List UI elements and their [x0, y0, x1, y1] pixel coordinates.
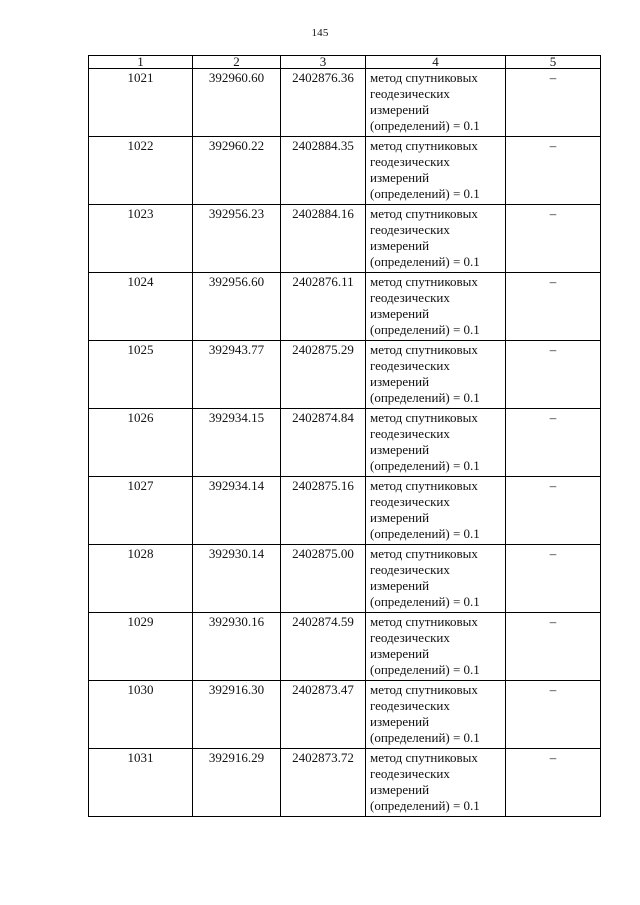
x-coordinate-cell: 392916.29	[193, 749, 281, 817]
method-line: метод спутниковых	[370, 546, 478, 561]
x-coordinate-cell: 392930.16	[193, 613, 281, 681]
method-cell	[366, 69, 506, 137]
method-line: геодезических	[370, 290, 450, 305]
method-line: (определений) = 0.1	[370, 186, 480, 201]
method-line: измерений	[370, 578, 430, 593]
method-line: измерений	[370, 374, 430, 389]
method-line: метод спутниковых	[370, 682, 478, 697]
method-line: геодезических	[370, 426, 450, 441]
method-cell	[366, 749, 506, 817]
method-line: геодезических	[370, 494, 450, 509]
y-coordinate-cell: 2402875.16	[281, 477, 366, 545]
column-header: 3	[281, 56, 366, 69]
note-cell: –	[506, 749, 601, 817]
method-line: измерений	[370, 102, 430, 117]
page-number: 145	[311, 27, 329, 39]
x-coordinate-cell: 392956.23	[193, 205, 281, 273]
method-line: (определений) = 0.1	[370, 458, 480, 473]
y-coordinate-cell: 2402874.59	[281, 613, 366, 681]
method-line: (определений) = 0.1	[370, 390, 480, 405]
header-row	[89, 56, 601, 69]
method-line: метод спутниковых	[370, 614, 478, 629]
note-cell: –	[506, 273, 601, 341]
point-number-cell: 1024	[89, 273, 193, 341]
method-line: геодезических	[370, 154, 450, 169]
method-line: геодезических	[370, 630, 450, 645]
point-number-cell: 1023	[89, 205, 193, 273]
method-line: геодезических	[370, 86, 450, 101]
note-cell: –	[506, 545, 601, 613]
table-row	[89, 341, 601, 409]
y-coordinate-cell: 2402873.47	[281, 681, 366, 749]
x-coordinate-cell: 392930.14	[193, 545, 281, 613]
table-row	[89, 273, 601, 341]
y-coordinate-cell: 2402884.16	[281, 205, 366, 273]
method-line: измерений	[370, 510, 430, 525]
table-row	[89, 477, 601, 545]
table-row	[89, 545, 601, 613]
column-header: 2	[193, 56, 281, 69]
table-body	[89, 69, 601, 817]
method-line: измерений	[370, 238, 430, 253]
method-line: измерений	[370, 442, 430, 457]
x-coordinate-cell: 392960.60	[193, 69, 281, 137]
method-cell	[366, 613, 506, 681]
method-line: метод спутниковых	[370, 206, 478, 221]
method-cell	[366, 273, 506, 341]
method-line: измерений	[370, 306, 430, 321]
x-coordinate-cell: 392916.30	[193, 681, 281, 749]
point-number-cell: 1028	[89, 545, 193, 613]
note-cell: –	[506, 681, 601, 749]
point-number-cell: 1026	[89, 409, 193, 477]
note-cell: –	[506, 69, 601, 137]
method-line: измерений	[370, 714, 430, 729]
method-line: (определений) = 0.1	[370, 594, 480, 609]
y-coordinate-cell: 2402876.11	[281, 273, 366, 341]
method-line: геодезических	[370, 562, 450, 577]
note-cell: –	[506, 477, 601, 545]
table-row	[89, 749, 601, 817]
point-number-cell: 1029	[89, 613, 193, 681]
method-line: (определений) = 0.1	[370, 662, 480, 677]
table-row	[89, 681, 601, 749]
method-line: метод спутниковых	[370, 342, 478, 357]
method-cell	[366, 681, 506, 749]
note-cell: –	[506, 205, 601, 273]
point-number-cell: 1025	[89, 341, 193, 409]
method-line: измерений	[370, 646, 430, 661]
method-line: метод спутниковых	[370, 410, 478, 425]
method-cell	[366, 545, 506, 613]
x-coordinate-cell: 392934.14	[193, 477, 281, 545]
x-coordinate-cell: 392934.15	[193, 409, 281, 477]
method-line: геодезических	[370, 766, 450, 781]
method-line: (определений) = 0.1	[370, 322, 480, 337]
point-number-cell: 1022	[89, 137, 193, 205]
x-coordinate-cell: 392960.22	[193, 137, 281, 205]
column-header: 5	[506, 56, 601, 69]
y-coordinate-cell: 2402875.29	[281, 341, 366, 409]
method-line: геодезических	[370, 222, 450, 237]
note-cell: –	[506, 137, 601, 205]
method-line: измерений	[370, 782, 430, 797]
method-cell	[366, 341, 506, 409]
method-cell	[366, 137, 506, 205]
method-cell	[366, 205, 506, 273]
method-line: метод спутниковых	[370, 478, 478, 493]
x-coordinate-cell: 392943.77	[193, 341, 281, 409]
column-header: 1	[89, 56, 193, 69]
method-line: измерений	[370, 170, 430, 185]
table-row	[89, 613, 601, 681]
method-line: (определений) = 0.1	[370, 798, 480, 813]
method-cell	[366, 477, 506, 545]
y-coordinate-cell: 2402884.35	[281, 137, 366, 205]
method-line: метод спутниковых	[370, 138, 478, 153]
method-line: геодезических	[370, 358, 450, 373]
y-coordinate-cell: 2402873.72	[281, 749, 366, 817]
table-row	[89, 409, 601, 477]
method-line: (определений) = 0.1	[370, 254, 480, 269]
note-cell: –	[506, 341, 601, 409]
note-cell: –	[506, 613, 601, 681]
x-coordinate-cell: 392956.60	[193, 273, 281, 341]
coordinates-table	[88, 55, 601, 817]
method-cell	[366, 409, 506, 477]
method-line: метод спутниковых	[370, 750, 478, 765]
method-line: (определений) = 0.1	[370, 526, 480, 541]
note-cell: –	[506, 409, 601, 477]
method-line: (определений) = 0.1	[370, 118, 480, 133]
table-row	[89, 137, 601, 205]
point-number-cell: 1030	[89, 681, 193, 749]
point-number-cell: 1021	[89, 69, 193, 137]
y-coordinate-cell: 2402874.84	[281, 409, 366, 477]
method-line: метод спутниковых	[370, 274, 478, 289]
method-line: геодезических	[370, 698, 450, 713]
point-number-cell: 1027	[89, 477, 193, 545]
y-coordinate-cell: 2402875.00	[281, 545, 366, 613]
table-row	[89, 205, 601, 273]
method-line: (определений) = 0.1	[370, 730, 480, 745]
method-line: метод спутниковых	[370, 70, 478, 85]
y-coordinate-cell: 2402876.36	[281, 69, 366, 137]
table-row	[89, 69, 601, 137]
column-header: 4	[366, 56, 506, 69]
point-number-cell: 1031	[89, 749, 193, 817]
